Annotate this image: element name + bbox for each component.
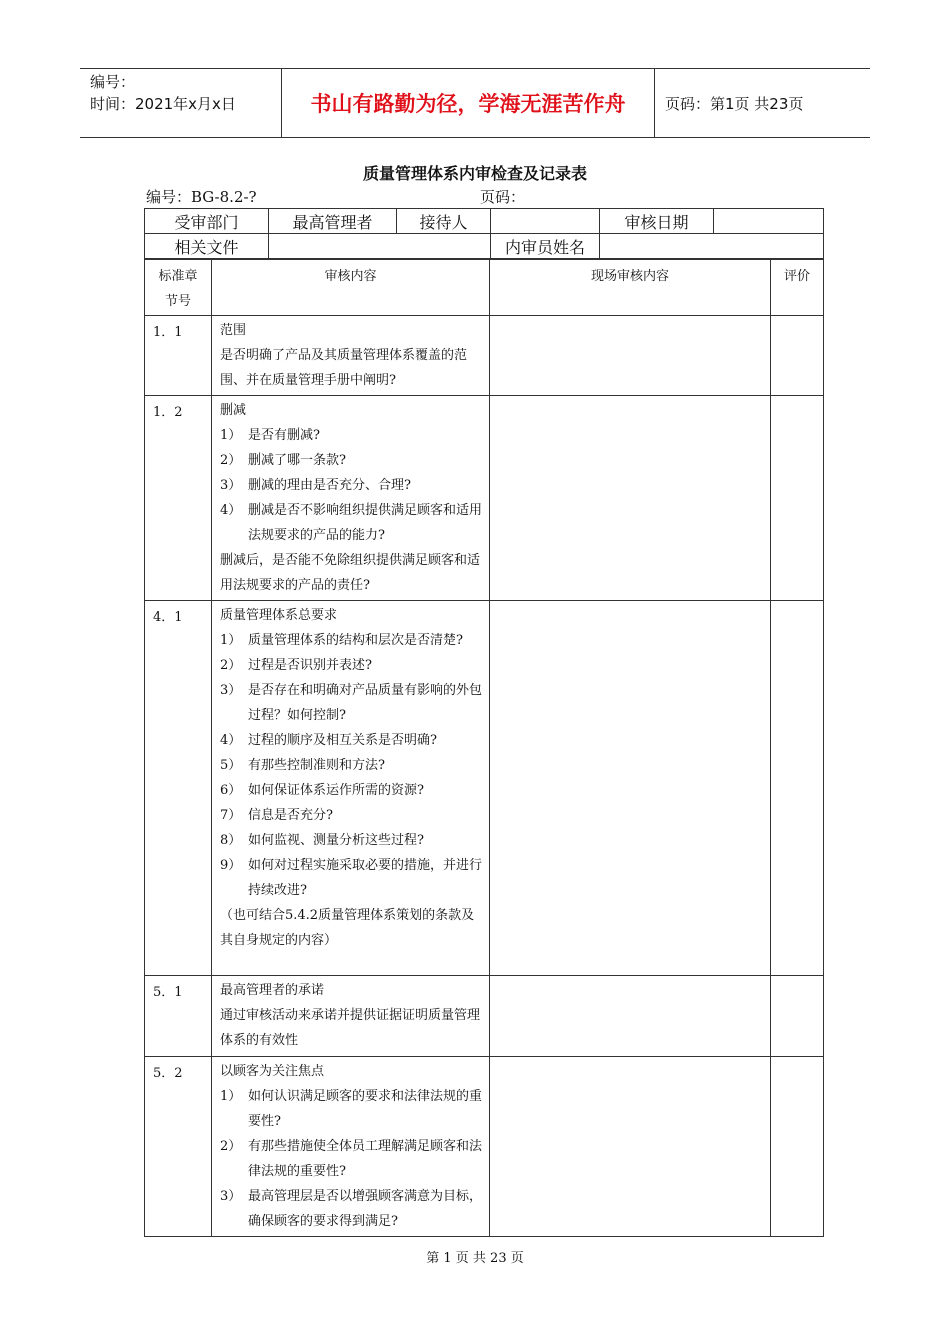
clause-number: 5．2 (145, 1057, 212, 1237)
item-number: 2） (220, 453, 242, 468)
item-text: 有那些控制准则和方法? (248, 758, 385, 773)
header-code-label: 编号： (90, 73, 136, 91)
audit-content-cell (212, 976, 490, 1057)
header-meta (80, 69, 282, 137)
checklist-item (220, 1084, 483, 1134)
receiver-label: 接待人 (397, 209, 491, 234)
item-number: 9） (220, 858, 242, 873)
audit-content-cell (212, 396, 490, 601)
item-number: 7） (220, 808, 242, 823)
table-row (145, 601, 824, 976)
item-text: 删减是否不影响组织提供满足顾客和适用法规要求的产品的能力? (248, 503, 483, 543)
item-number: 8） (220, 833, 242, 848)
evaluation-cell[interactable] (771, 316, 824, 396)
evaluation-cell[interactable] (771, 396, 824, 601)
clause-number: 5．1 (145, 976, 212, 1057)
table-row (145, 976, 824, 1057)
clause-number: 1．2 (145, 396, 212, 601)
audit-checklist-table (144, 259, 824, 1237)
audit-info-table (144, 208, 824, 259)
auditor-label: 内审员姓名 (491, 234, 600, 259)
item-text: 是否存在和明确对产品质量有影响的外包过程？如何控制? (248, 683, 483, 723)
audit-content-cell (212, 1057, 490, 1237)
col-standard-clause: 标准章节号 (145, 260, 212, 316)
evaluation-cell[interactable] (771, 976, 824, 1057)
clause-heading: 删减 (220, 403, 247, 418)
checklist-item (220, 653, 483, 678)
table-row (145, 396, 824, 601)
col-onsite-content: 现场审核内容 (490, 260, 771, 316)
item-number: 6） (220, 783, 242, 798)
clause-note: 删减后，是否能不免除组织提供满足顾客和适用法规要求的产品的责任? (220, 553, 481, 593)
item-number: 5） (220, 758, 242, 773)
checklist-item (220, 803, 483, 828)
audit-content-cell (212, 601, 490, 976)
checklist-item (220, 448, 483, 473)
onsite-audit-cell[interactable] (490, 1057, 771, 1237)
audit-date-label: 审核日期 (600, 209, 714, 234)
checklist-item (220, 728, 483, 753)
clause-text: 通过审核活动来承诺并提供证据证明质量管理体系的有效性 (220, 1008, 481, 1048)
checklist-item (220, 853, 483, 903)
related-docs-label: 相关文件 (145, 234, 269, 259)
dept-label: 受审部门 (145, 209, 269, 234)
checklist-item (220, 678, 483, 728)
item-text: 如何认识满足顾客的要求和法律法规的重要性? (248, 1089, 483, 1129)
checklist-item (220, 778, 483, 803)
item-text: 信息是否充分? (248, 808, 333, 823)
clause-text: 是否明确了产品及其质量管理体系覆盖的范围、并在质量管理手册中阐明? (220, 348, 468, 388)
document-title: 质量管理体系内审检查及记录表 (362, 164, 587, 183)
item-text: 最高管理层是否以增强顾客满意为目标，确保顾客的要求得到满足? (248, 1189, 483, 1229)
item-number: 1） (220, 633, 242, 648)
item-number: 2） (220, 658, 242, 673)
table-row (145, 1057, 824, 1237)
receiver-value[interactable] (491, 209, 600, 234)
related-docs-value[interactable] (269, 234, 491, 259)
item-text: 如何监视、测量分析这些过程? (248, 833, 424, 848)
checklist-item (220, 423, 483, 448)
onsite-audit-cell[interactable] (490, 601, 771, 976)
item-text: 删减的理由是否充分、合理? (248, 478, 411, 493)
item-number: 1） (220, 428, 242, 443)
checklist-item (220, 1134, 483, 1184)
item-text: 过程的顺序及相互关系是否明确? (248, 733, 437, 748)
item-number: 4） (220, 503, 242, 518)
evaluation-cell[interactable] (771, 601, 824, 976)
clause-heading: 最高管理者的承诺 (220, 983, 325, 998)
checklist-item (220, 753, 483, 778)
col-audit-content: 审核内容 (212, 260, 490, 316)
clause-heading: 以顾客为关注焦点 (220, 1064, 325, 1079)
checklist-item (220, 473, 483, 498)
onsite-audit-cell[interactable] (490, 976, 771, 1057)
checklist-item (220, 1184, 483, 1234)
clause-heading: 质量管理体系总要求 (220, 608, 338, 623)
header-page-info: 页码：第1页 共23页 (665, 94, 804, 113)
audit-content-cell (212, 316, 490, 396)
document-code: 编号：BG-8.2-? (146, 188, 257, 206)
item-number: 3） (220, 478, 242, 493)
clause-number: 4．1 (145, 601, 212, 976)
checklist-rows (145, 316, 824, 1237)
onsite-audit-cell[interactable] (490, 396, 771, 601)
onsite-audit-cell[interactable] (490, 316, 771, 396)
clause-heading: 范围 (220, 323, 247, 338)
item-text: 质量管理体系的结构和层次是否清楚? (248, 633, 463, 648)
item-number: 3） (220, 1189, 242, 1204)
item-text: 是否有删减? (248, 428, 320, 443)
item-number: 4） (220, 733, 242, 748)
table-row (145, 316, 824, 396)
item-text: 删减了哪一条款? (248, 453, 346, 468)
checklist-item (220, 628, 483, 653)
item-number: 1） (220, 1089, 242, 1104)
audit-date-value[interactable] (714, 209, 824, 234)
item-text: 如何对过程实施采取必要的措施，并进行持续改进? (248, 858, 483, 898)
dept-value[interactable]: 最高管理者 (269, 209, 397, 234)
checklist-item (220, 498, 483, 548)
auditor-value[interactable] (600, 234, 824, 259)
page-footer: 第 1 页 共 23 页 (426, 1251, 524, 1266)
col-evaluation: 评价 (771, 260, 824, 316)
page-header (80, 68, 870, 138)
clause-number: 1．1 (145, 316, 212, 396)
item-text: 如何保证体系运作所需的资源? (248, 783, 424, 798)
item-text: 有那些措施使全体员工理解满足顾客和法律法规的重要性? (248, 1139, 483, 1179)
header-date: 时间：2021年x月x日 (90, 95, 236, 113)
checklist-item (220, 828, 483, 853)
item-number: 2） (220, 1139, 242, 1154)
document-page-label: 页码： (480, 188, 526, 206)
evaluation-cell[interactable] (771, 1057, 824, 1237)
clause-note: （也可结合5.4.2质量管理体系策划的条款及其自身规定的内容） (220, 908, 475, 948)
header-motto: 书山有路勤为径，学海无涯苦作舟 (282, 69, 655, 137)
item-text: 过程是否识别并表述? (248, 658, 372, 673)
item-number: 3） (220, 683, 242, 698)
